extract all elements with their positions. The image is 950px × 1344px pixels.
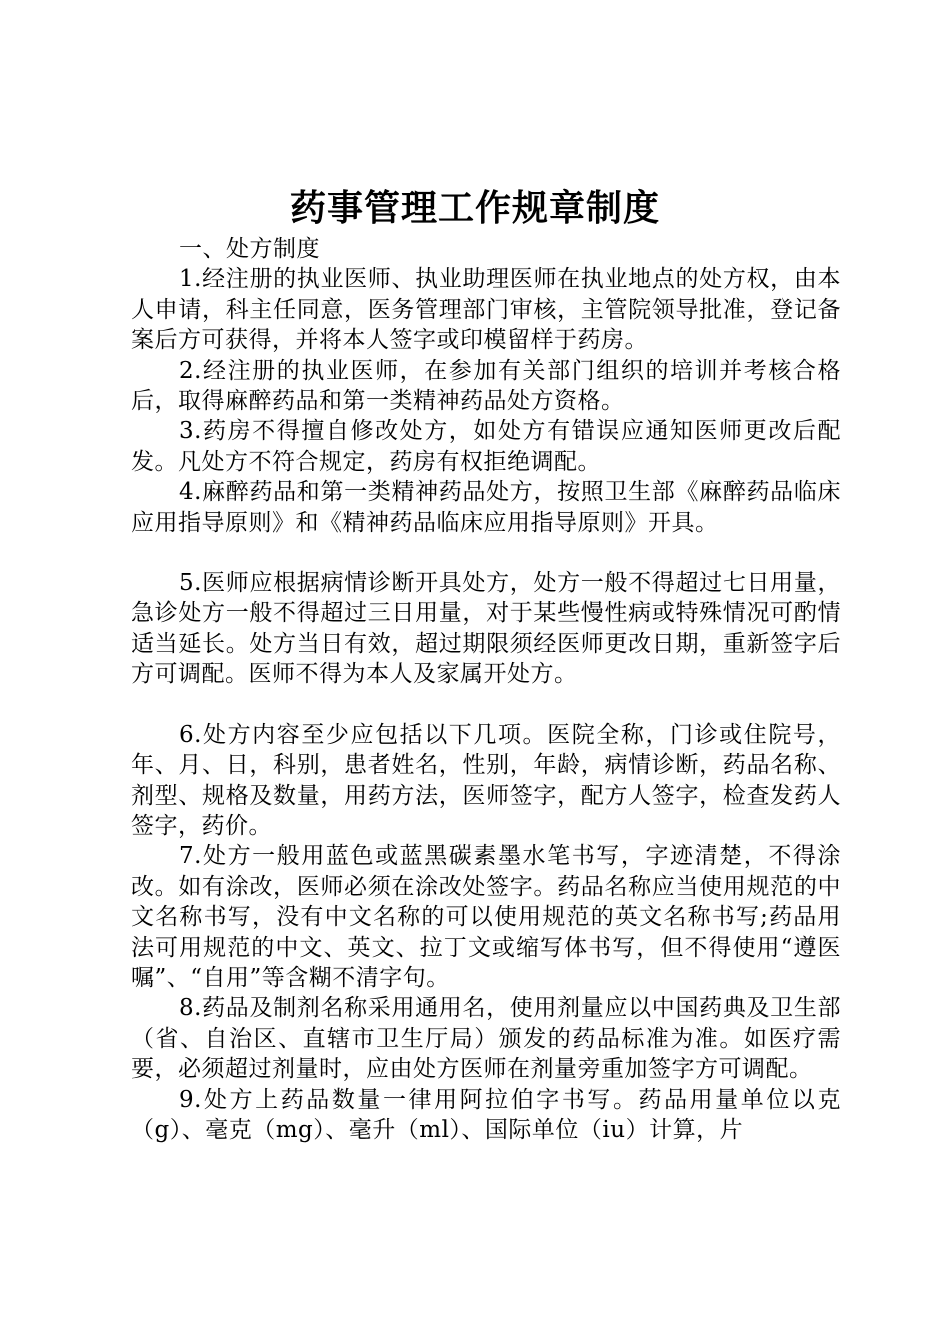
paragraph-7: 7.处方一般用蓝色或蓝黑碳素墨水笔书写，字迹清楚，不得涂改。如有涂改，医师必须在涂改处签字。药品名称应当使用规范的中文名称书写，没有中文名称的可以使用规范的英文名称书写;药品用法可用规范的中文、英文、拉丁文或缩写体书写，但不得使用“遵医嘱”、“自用”等含糊不清字句。 (131, 843, 841, 991)
section-heading: 一、处方制度 (179, 236, 320, 262)
paragraph-5: 5.医师应根据病情诊断开具处方，处方一般不得超过七日用量，急诊处方一般不得超过三日用量，对于某些慢性病或特殊情况可酌情适当延长。处方当日有效，超过期限须经医师更改日期，重新签字后方可调配。医师不得为本人及家属开处方。 (131, 570, 841, 688)
paragraph-8: 8.药品及制剂名称采用通用名，使用剂量应以中国药典及卫生部（省、自治区、直辖市卫生厅局）颁发的药品标准为准。如医疗需要，必须超过剂量时，应由处方医师在剂量旁重加签字方可调配。 (131, 995, 841, 1083)
paragraph-1: 1.经注册的执业医师、执业助理医师在执业地点的处方权，由本人申请，科主任同意，医务管理部门审核，主管院领导批准，登记备案后方可获得，并将本人签字或印模留样于药房。 (131, 266, 841, 354)
paragraph-2: 2.经注册的执业医师，在参加有关部门组织的培训并考核合格后，取得麻醉药品和第一类精神药品处方资格。 (131, 357, 841, 415)
paragraph-4: 4.麻醉药品和第一类精神药品处方，按照卫生部《麻醉药品临床应用指导原则》和《精神药品临床应用指导原则》开具。 (131, 479, 841, 536)
paragraph-6: 6.处方内容至少应包括以下几项。医院全称，门诊或住院号，年、月、日，科别，患者姓名，性别，年龄，病情诊断，药品名称、剂型、规格及数量，用药方法，医师签字，配方人签字，检查发药人签字，药价。 (131, 721, 841, 839)
document-title: 药事管理工作规章制度 (289, 187, 660, 229)
paragraph-3: 3.药房不得擅自修改处方，如处方有错误应通知医师更改后配发。凡处方不符合规定，药房有权拒绝调配。 (131, 418, 841, 475)
document-body (131, 234, 841, 1145)
paragraph-9: 9.处方上药品数量一律用阿拉伯字书写。药品用量单位以克（g）、毫克（mg）、毫升（ml）、国际单位（iu）计算，片 (131, 1086, 841, 1143)
